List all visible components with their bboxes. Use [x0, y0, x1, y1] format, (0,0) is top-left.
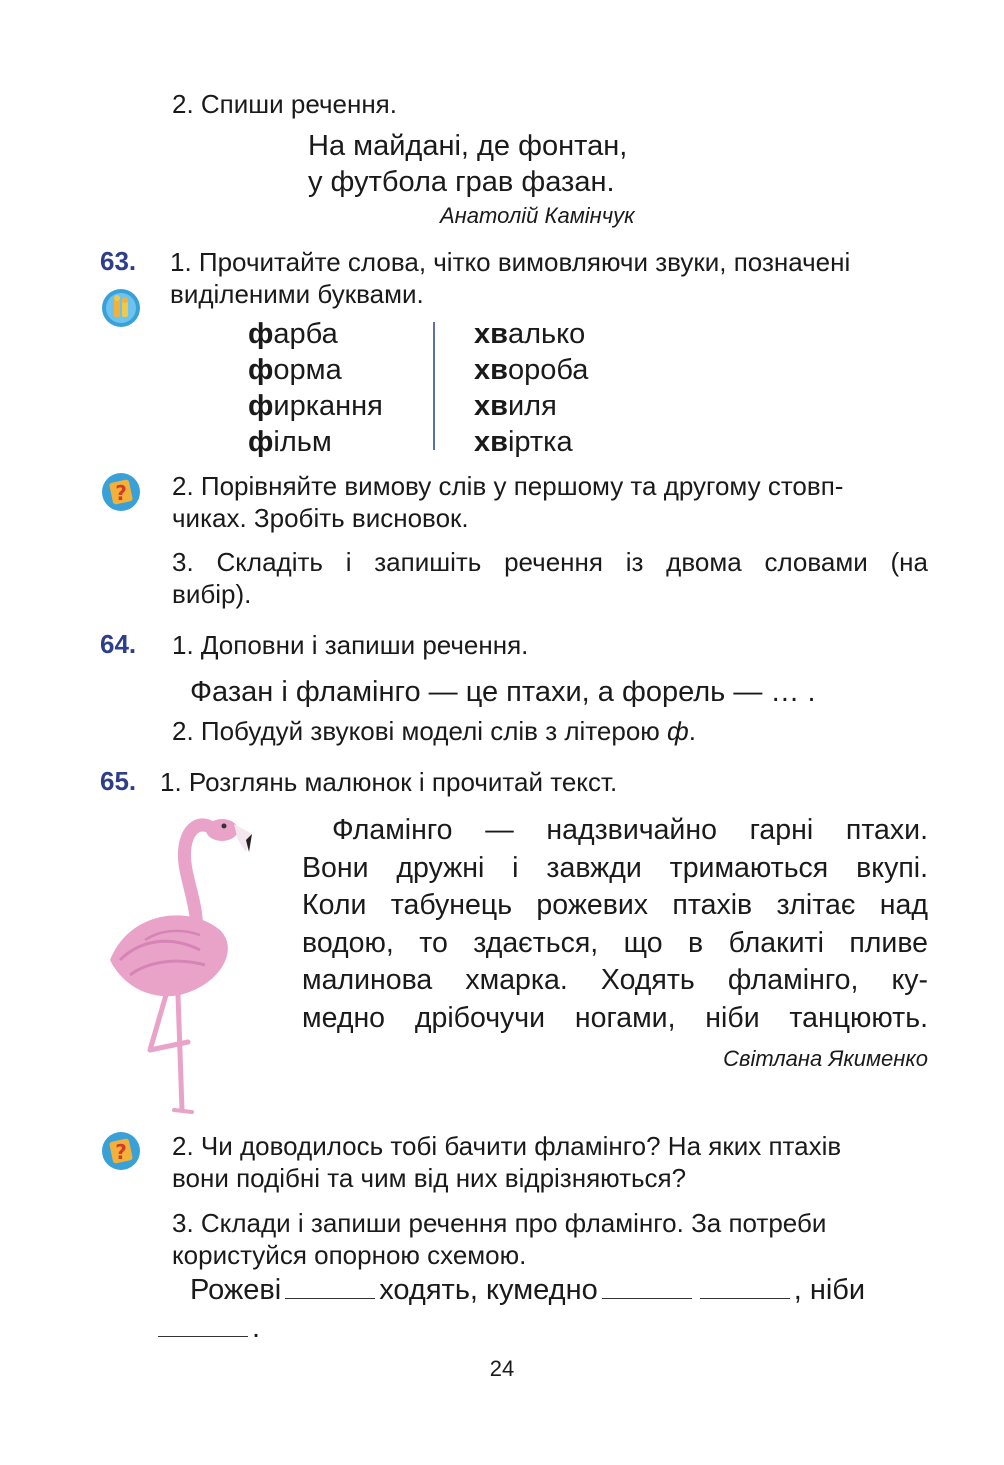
ex63-task1 — [170, 246, 930, 310]
ex65-number: 65. — [100, 766, 137, 796]
svg-text:?: ? — [115, 481, 127, 505]
ex65-task2 — [172, 1130, 928, 1194]
ex65-task1: 1. Розглянь малюнок і прочитай текст. — [160, 767, 618, 797]
question-icon — [100, 471, 142, 513]
ex64-sentence: Фазан і фламінго — це птахи, а форель — … . — [190, 676, 816, 708]
ex63-task1-line2: виділеними буквами. — [170, 279, 424, 309]
ex65-task3-line2: користуйся опорною схемою. — [172, 1240, 527, 1270]
poem — [308, 128, 627, 200]
ex65-task3-line1: 3. Склади і запиши речення про фламінго. За потреби — [172, 1208, 827, 1238]
ex65-task2-line1: 2. Чи доводилось тобі бачити фламінго? На яких птахів — [172, 1131, 842, 1161]
ex64-task2 — [172, 715, 696, 747]
ex64-number: 64. — [100, 629, 137, 659]
word-item: форма — [248, 354, 342, 386]
scheme-text: Рожеві — [190, 1274, 282, 1306]
blank-line — [602, 1276, 692, 1299]
question-icon — [100, 1130, 142, 1172]
word-item: хвіртка — [474, 426, 573, 458]
ex63-task3-line2: вибір). — [172, 579, 252, 609]
column-divider — [433, 322, 435, 450]
group-work-icon — [100, 287, 142, 329]
ex65-text-line: малинова хмарка. Ходять фламінго, ку- — [302, 964, 928, 996]
ex64-task2-letter: ф — [667, 716, 689, 746]
ex63-task2-line1: 2. Порівняйте вимову слів у першому та другому стовп- — [172, 471, 844, 501]
ex63-task2-line2: чиках. Зробіть висновок. — [172, 503, 469, 533]
poem-line-2: у футбола грав фазан. — [308, 166, 615, 198]
poem-author: Анатолій Камінчук — [440, 203, 635, 228]
svg-text:?: ? — [115, 1140, 127, 1164]
ex63-task3 — [172, 546, 928, 610]
scheme-text: ходять, кумедно — [379, 1274, 598, 1306]
word-column-2 — [474, 316, 588, 460]
ex65-text-line: водою, то здається, що в блакиті пливе — [302, 926, 928, 959]
ex65-text-line: Коли табунець рожевих птахів злітає над — [302, 889, 928, 921]
ex65-text-line: Вони дружні і завжди тримаються вкупі. — [302, 851, 928, 884]
ex65-task2-line2: вони подібні та чим від них відрізняються? — [172, 1163, 687, 1193]
ex63-number: 63. — [100, 246, 137, 276]
word-column-1 — [248, 316, 383, 460]
ex63-task1-line1: 1. Прочитайте слова, чітко вимовляючи звуки, позначені — [170, 247, 851, 277]
page-number: 24 — [489, 1356, 515, 1381]
scheme-text: , ніби — [793, 1274, 866, 1306]
ex64-task1: 1. Доповни і запиши речення. — [172, 630, 529, 660]
flamingo-illustration — [100, 810, 280, 1120]
ex63-task3-line1: 3. Складіть і запишіть речення із двома словами (на — [172, 547, 928, 577]
ex65-scheme-line2 — [158, 1310, 260, 1346]
word-item: фарба — [248, 318, 338, 350]
blank-line — [700, 1276, 790, 1299]
ex65-text — [302, 812, 928, 1037]
ex64-task2-suffix: . — [688, 716, 696, 746]
word-item: фиркання — [248, 390, 383, 422]
scheme-text: . — [252, 1312, 261, 1344]
ex65-scheme-line1 — [190, 1272, 928, 1308]
blank-line — [158, 1314, 248, 1337]
ex65-text-line: Фламінго — надзвичайно гарні птахи. — [332, 814, 928, 846]
word-item: хвиля — [474, 390, 557, 422]
ex63-task2 — [172, 470, 928, 534]
ex65-task3 — [172, 1207, 928, 1271]
word-item: хвороба — [474, 354, 589, 386]
poem-line-1: На майдані, де фонтан, — [308, 130, 628, 162]
ex64-task2-text: 2. Побудуй звукові моделі слів з літерою — [172, 716, 668, 746]
ex65-author: Світлана Якименко — [723, 1046, 928, 1071]
word-item: хвалько — [474, 318, 586, 350]
ex65-text-line: медно дрібочучи ногами, ніби танцюють. — [302, 1001, 928, 1034]
word-item: фільм — [248, 426, 332, 458]
ex62-task2: 2. Спиши речення. — [172, 89, 397, 119]
blank-line — [285, 1276, 375, 1299]
